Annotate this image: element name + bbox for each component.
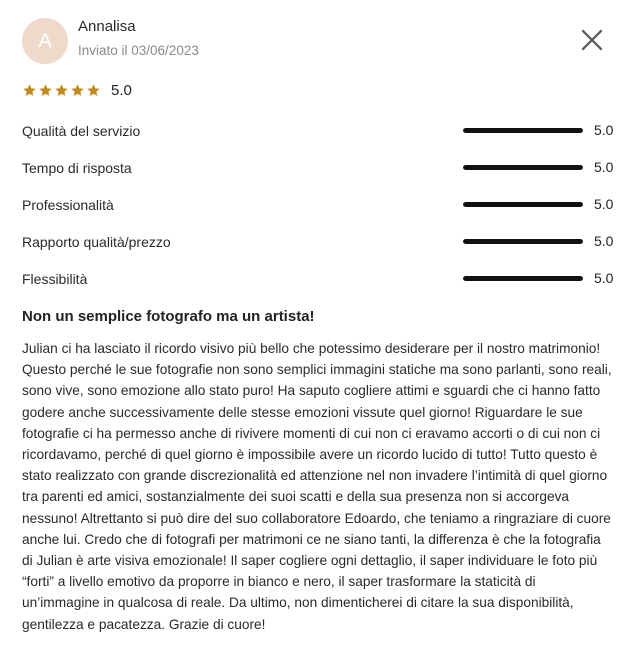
rating-label: Professionalità — [22, 197, 114, 213]
rating-bar-fill — [463, 276, 583, 281]
rating-label: Tempo di risposta — [22, 160, 132, 176]
rating-bar — [463, 202, 583, 207]
rating-bar-fill — [463, 239, 583, 244]
star-icon — [86, 83, 101, 98]
rating-row — [22, 118, 616, 155]
rating-bar — [463, 165, 583, 170]
avatar-initial: A — [38, 29, 52, 52]
overall-score: 5.0 — [111, 82, 132, 99]
rating-row — [22, 229, 616, 266]
rating-value: 5.0 — [594, 159, 614, 175]
author-block — [78, 17, 199, 60]
rating-label: Qualità del servizio — [22, 123, 141, 139]
review-title: Non un semplice fotografo ma un artista! — [22, 308, 315, 325]
rating-row — [22, 266, 616, 303]
rating-bar — [463, 128, 583, 133]
star-icon — [22, 83, 37, 98]
category-ratings — [22, 118, 616, 303]
close-icon — [580, 28, 604, 52]
rating-label: Flessibilità — [22, 271, 88, 287]
rating-row — [22, 192, 616, 229]
review-header — [22, 18, 199, 64]
overall-rating — [22, 82, 132, 99]
rating-bar-fill — [463, 128, 583, 133]
avatar — [22, 18, 68, 64]
rating-bar — [463, 239, 583, 244]
rating-label: Rapporto qualità/prezzo — [22, 234, 171, 250]
rating-bar-fill — [463, 165, 583, 170]
rating-row — [22, 155, 616, 192]
close-button[interactable] — [580, 28, 604, 52]
rating-bar — [463, 276, 583, 281]
star-icon — [54, 83, 69, 98]
rating-value: 5.0 — [594, 122, 614, 138]
rating-bar-fill — [463, 202, 583, 207]
rating-value: 5.0 — [594, 233, 614, 249]
star-icon — [70, 83, 85, 98]
author-name: Annalisa — [78, 17, 136, 35]
star-rating — [22, 83, 101, 98]
rating-value: 5.0 — [594, 270, 614, 286]
rating-value: 5.0 — [594, 196, 614, 212]
star-icon — [38, 83, 53, 98]
review-body: Julian ci ha lasciato il ricordo visivo più bello che potessimo desiderare per il nostro matrimonio! Questo perché le sue fotografie non sono semplici immagini statiche ma sono parlanti, sono reali, sono vive, sono emozione allo stato puro! Ha saputo cogliere attimi e sguardi che ci hanno fatto godere anche successivamente delle stesse emozioni vissute quel giorno! Riguardare le sue fotografie ci ha permesso anche di rivivere momenti di cui non ci eravamo accorti o di cui non ci ricordavamo, perché di quel giorno è impossibile avere un ricordo lucido di tutto! Tutto questo è stato realizzato con grande discrezionalità ed attenzione nel non invadere l’intimità di quel giorno tra parenti ed amici, sostanzialmente dei suoi scatti e della sua presenza non si accorgeva nessuno! Altrettanto si può dire del suo collaboratore Edoardo, che teniamo a ringraziare di cuore anche lui. Credo che di fotografi per matrimoni ce ne siano tanti, la differenza è che la fotografia di Julian è arte visiva emozionale! Il saper cogliere ogni dettaglio, il saper individuare le foto più “forti” a livello emotivo da proporre in bianco e nero, il saper trasformare la staticità di un’immagine in qualcosa di reale. Da ultimo, non dimenticherei di citare la sua disponibilità, gentilezza e pacatezza. Grazie di cuore! — [22, 341, 612, 632]
sent-date: Inviato il 03/06/2023 — [78, 42, 199, 58]
